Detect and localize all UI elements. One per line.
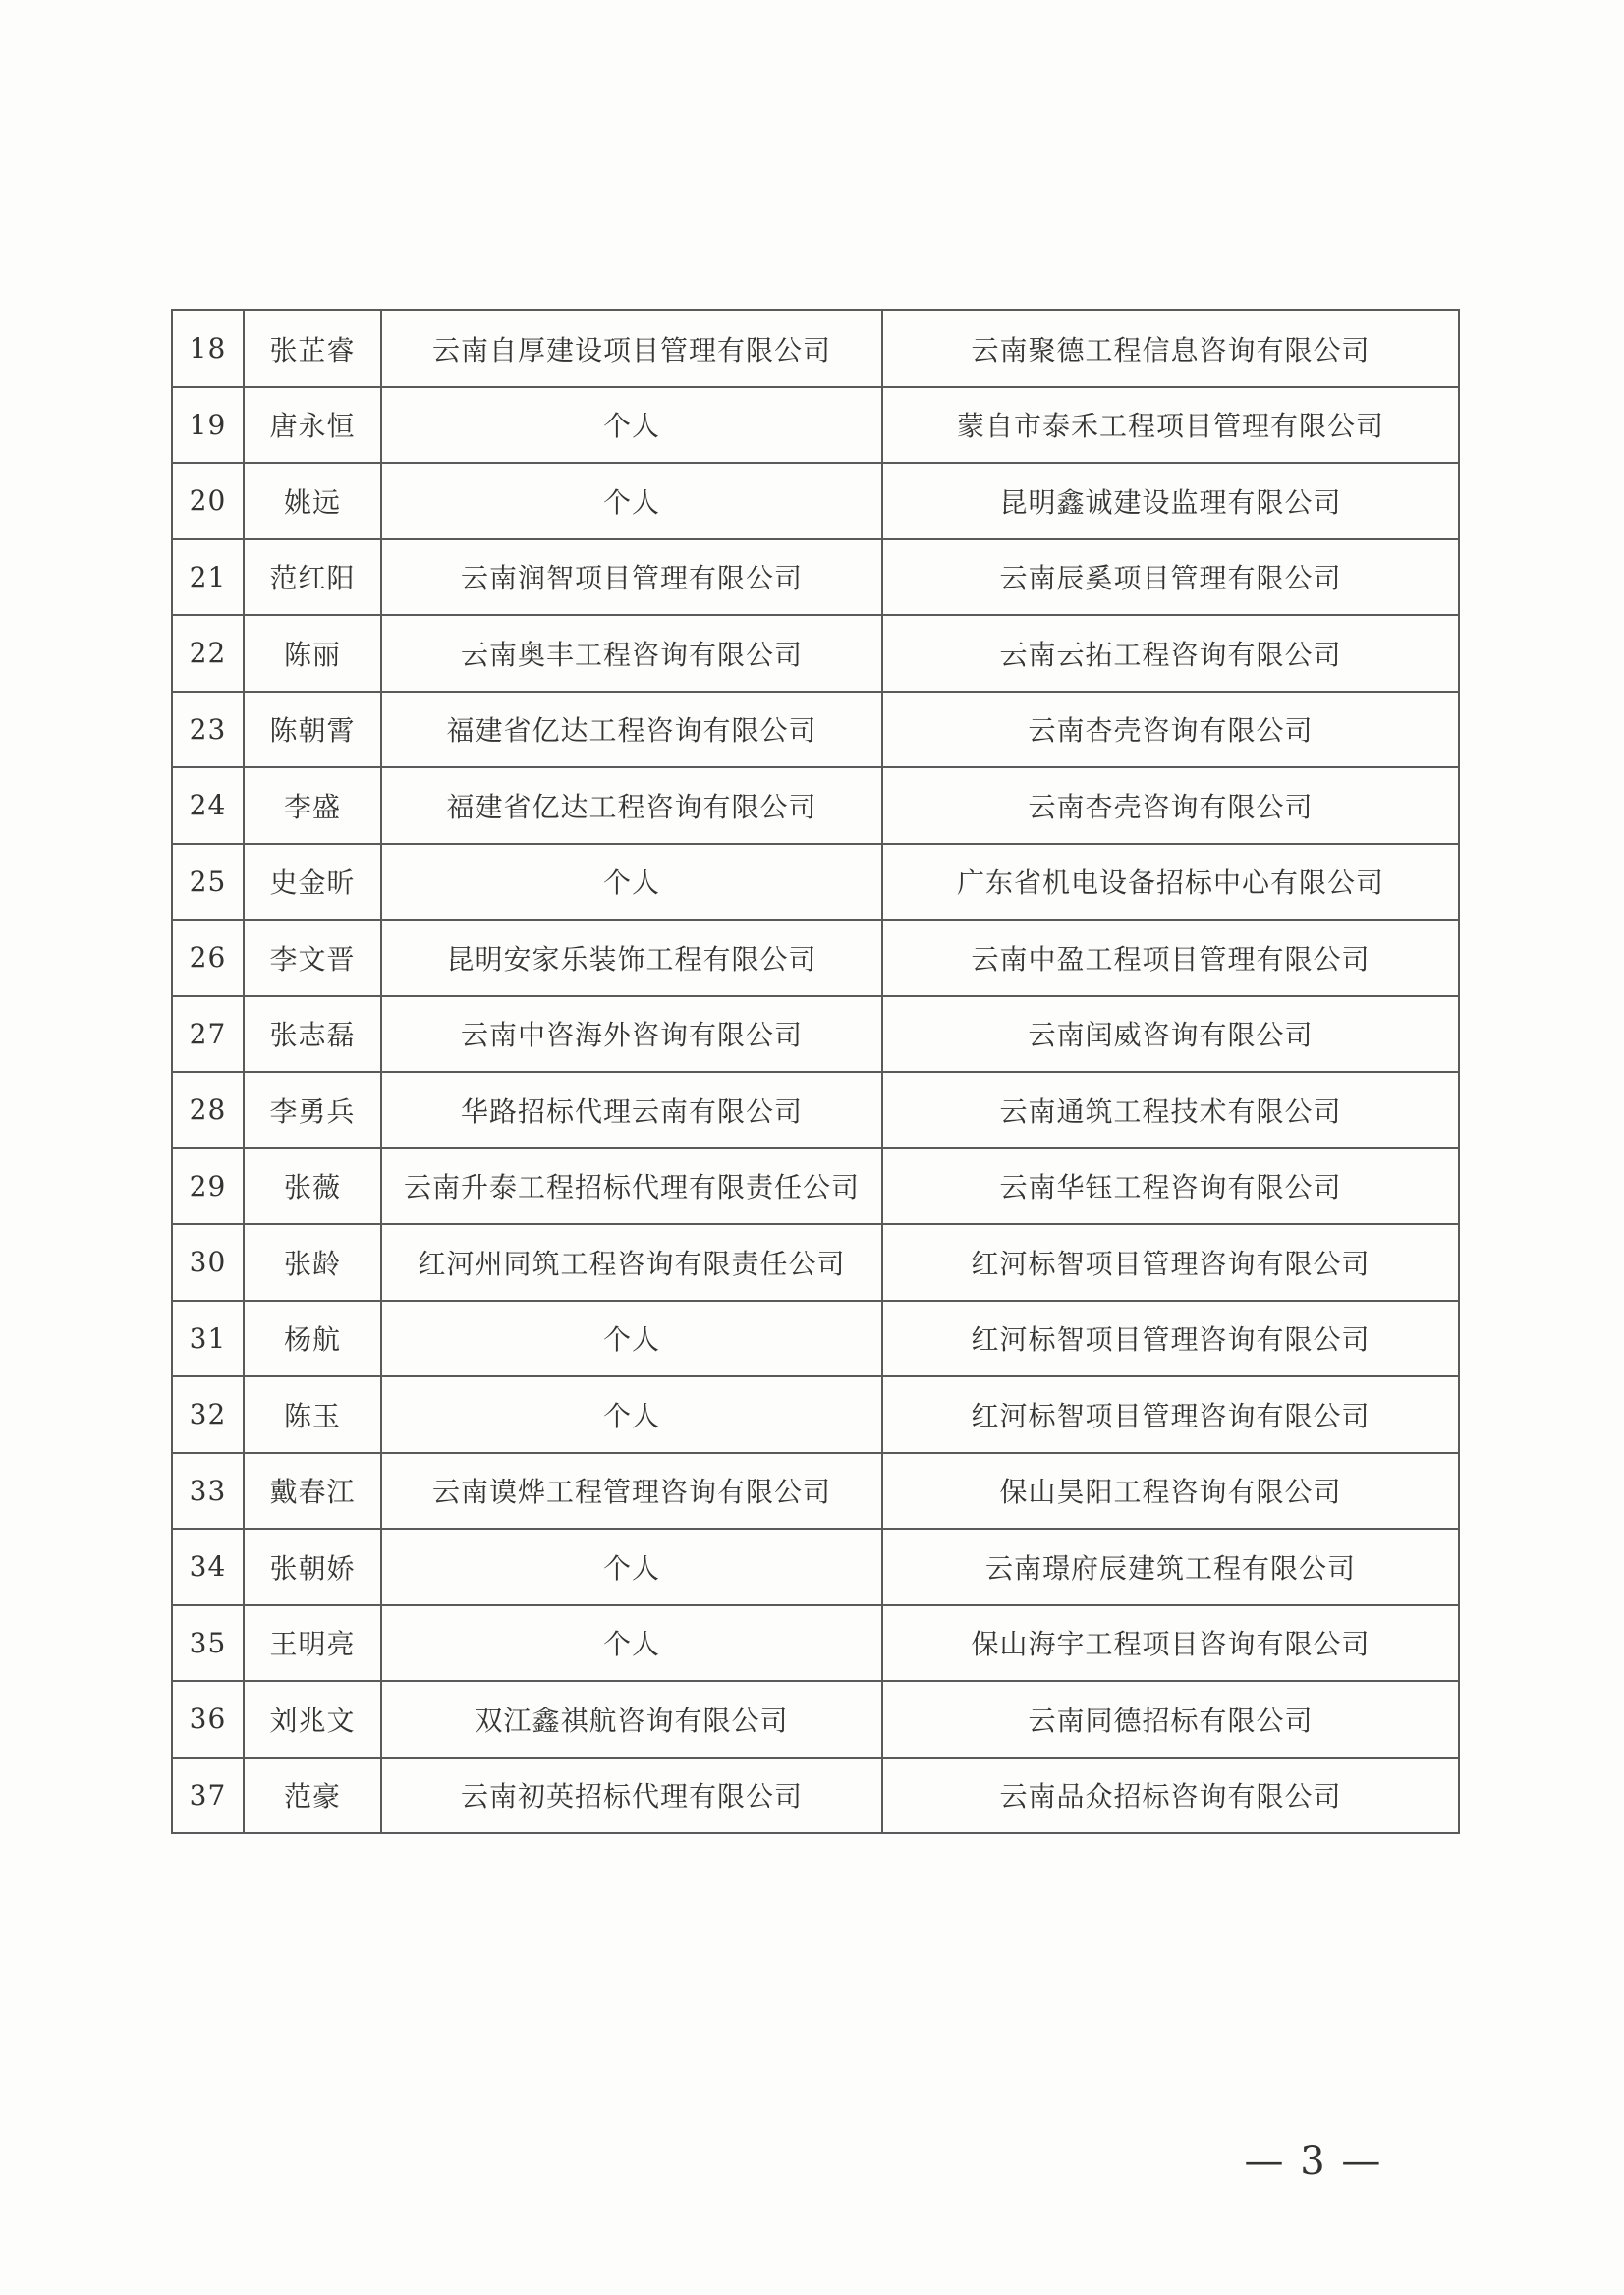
current-employer-cell: 云南谟烨工程管理咨询有限公司 — [381, 1453, 882, 1530]
new-employer-cell: 云南品众招标咨询有限公司 — [882, 1758, 1459, 1834]
current-employer-cell: 华路招标代理云南有限公司 — [381, 1072, 882, 1148]
row-number-cell: 25 — [172, 844, 244, 921]
current-employer-cell: 双江鑫祺航咨询有限公司 — [381, 1681, 882, 1758]
person-name-cell: 戴春江 — [244, 1453, 381, 1530]
table-row — [172, 920, 1459, 996]
person-name-cell: 史金昕 — [244, 844, 381, 921]
table-row — [172, 1605, 1459, 1682]
current-employer-cell: 云南润智项目管理有限公司 — [381, 539, 882, 616]
new-employer-cell: 云南杏壳咨询有限公司 — [882, 767, 1459, 844]
current-employer-cell: 福建省亿达工程咨询有限公司 — [381, 767, 882, 844]
row-number-cell: 32 — [172, 1376, 244, 1453]
table-row — [172, 310, 1459, 387]
new-employer-cell: 广东省机电设备招标中心有限公司 — [882, 844, 1459, 921]
current-employer-cell: 个人 — [381, 1529, 882, 1605]
table-row — [172, 1224, 1459, 1301]
table-body — [172, 310, 1459, 1833]
table-row — [172, 1376, 1459, 1453]
row-number-cell: 24 — [172, 767, 244, 844]
person-name-cell: 范豪 — [244, 1758, 381, 1834]
person-name-cell: 张志磊 — [244, 996, 381, 1073]
row-number-cell: 37 — [172, 1758, 244, 1834]
current-employer-cell: 云南初英招标代理有限公司 — [381, 1758, 882, 1834]
table-row — [172, 615, 1459, 692]
row-number-cell: 31 — [172, 1301, 244, 1377]
table-row — [172, 1148, 1459, 1225]
table-row — [172, 1072, 1459, 1148]
row-number-cell: 28 — [172, 1072, 244, 1148]
person-name-cell: 范红阳 — [244, 539, 381, 616]
new-employer-cell: 云南华钰工程咨询有限公司 — [882, 1148, 1459, 1225]
current-employer-cell: 昆明安家乐装饰工程有限公司 — [381, 920, 882, 996]
current-employer-cell: 云南中咨海外咨询有限公司 — [381, 996, 882, 1073]
table-row — [172, 1301, 1459, 1377]
table-row — [172, 1529, 1459, 1605]
table-row — [172, 692, 1459, 768]
row-number-cell: 18 — [172, 310, 244, 387]
current-employer-cell: 个人 — [381, 1376, 882, 1453]
current-employer-cell: 个人 — [381, 387, 882, 464]
new-employer-cell: 红河标智项目管理咨询有限公司 — [882, 1376, 1459, 1453]
person-name-cell: 李勇兵 — [244, 1072, 381, 1148]
row-number-cell: 20 — [172, 463, 244, 539]
new-employer-cell: 昆明鑫诚建设监理有限公司 — [882, 463, 1459, 539]
current-employer-cell: 云南自厚建设项目管理有限公司 — [381, 310, 882, 387]
new-employer-cell: 云南璟府辰建筑工程有限公司 — [882, 1529, 1459, 1605]
page-number: — 3 — — [1244, 2139, 1383, 2184]
person-name-cell: 李盛 — [244, 767, 381, 844]
row-number-cell: 19 — [172, 387, 244, 464]
person-name-cell: 张龄 — [244, 1224, 381, 1301]
person-name-cell: 刘兆文 — [244, 1681, 381, 1758]
table-row — [172, 996, 1459, 1073]
new-employer-cell: 云南聚德工程信息咨询有限公司 — [882, 310, 1459, 387]
row-number-cell: 22 — [172, 615, 244, 692]
new-employer-cell: 云南通筑工程技术有限公司 — [882, 1072, 1459, 1148]
table-row — [172, 767, 1459, 844]
row-number-cell: 33 — [172, 1453, 244, 1530]
current-employer-cell: 个人 — [381, 463, 882, 539]
table-row — [172, 844, 1459, 921]
table-row — [172, 1453, 1459, 1530]
new-employer-cell: 云南杏壳咨询有限公司 — [882, 692, 1459, 768]
current-employer-cell: 个人 — [381, 1301, 882, 1377]
table-row — [172, 1681, 1459, 1758]
person-name-cell: 姚远 — [244, 463, 381, 539]
current-employer-cell: 个人 — [381, 1605, 882, 1682]
person-name-cell: 张朝娇 — [244, 1529, 381, 1605]
new-employer-cell: 红河标智项目管理咨询有限公司 — [882, 1224, 1459, 1301]
new-employer-cell: 保山海宇工程项目咨询有限公司 — [882, 1605, 1459, 1682]
new-employer-cell: 红河标智项目管理咨询有限公司 — [882, 1301, 1459, 1377]
person-name-cell: 杨航 — [244, 1301, 381, 1377]
current-employer-cell: 云南奥丰工程咨询有限公司 — [381, 615, 882, 692]
new-employer-cell: 云南同德招标有限公司 — [882, 1681, 1459, 1758]
new-employer-cell: 云南云拓工程咨询有限公司 — [882, 615, 1459, 692]
table-row — [172, 463, 1459, 539]
row-number-cell: 35 — [172, 1605, 244, 1682]
person-name-cell: 陈朝霄 — [244, 692, 381, 768]
person-name-cell: 王明亮 — [244, 1605, 381, 1682]
row-number-cell: 34 — [172, 1529, 244, 1605]
person-name-cell: 唐永恒 — [244, 387, 381, 464]
new-employer-cell: 蒙自市泰禾工程项目管理有限公司 — [882, 387, 1459, 464]
current-employer-cell: 云南升泰工程招标代理有限责任公司 — [381, 1148, 882, 1225]
person-name-cell: 陈丽 — [244, 615, 381, 692]
person-name-cell: 张芷睿 — [244, 310, 381, 387]
person-name-cell: 张薇 — [244, 1148, 381, 1225]
person-name-cell: 陈玉 — [244, 1376, 381, 1453]
row-number-cell: 21 — [172, 539, 244, 616]
row-number-cell: 29 — [172, 1148, 244, 1225]
new-employer-cell: 云南中盈工程项目管理有限公司 — [882, 920, 1459, 996]
current-employer-cell: 个人 — [381, 844, 882, 921]
row-number-cell: 36 — [172, 1681, 244, 1758]
person-name-cell: 李文晋 — [244, 920, 381, 996]
personnel-table — [171, 309, 1460, 1834]
new-employer-cell: 云南辰奚项目管理有限公司 — [882, 539, 1459, 616]
table-row — [172, 1758, 1459, 1834]
row-number-cell: 23 — [172, 692, 244, 768]
new-employer-cell: 云南闰威咨询有限公司 — [882, 996, 1459, 1073]
row-number-cell: 26 — [172, 920, 244, 996]
table-row — [172, 387, 1459, 464]
new-employer-cell: 保山昊阳工程咨询有限公司 — [882, 1453, 1459, 1530]
row-number-cell: 27 — [172, 996, 244, 1073]
table-row — [172, 539, 1459, 616]
current-employer-cell: 红河州同筑工程咨询有限责任公司 — [381, 1224, 882, 1301]
row-number-cell: 30 — [172, 1224, 244, 1301]
current-employer-cell: 福建省亿达工程咨询有限公司 — [381, 692, 882, 768]
